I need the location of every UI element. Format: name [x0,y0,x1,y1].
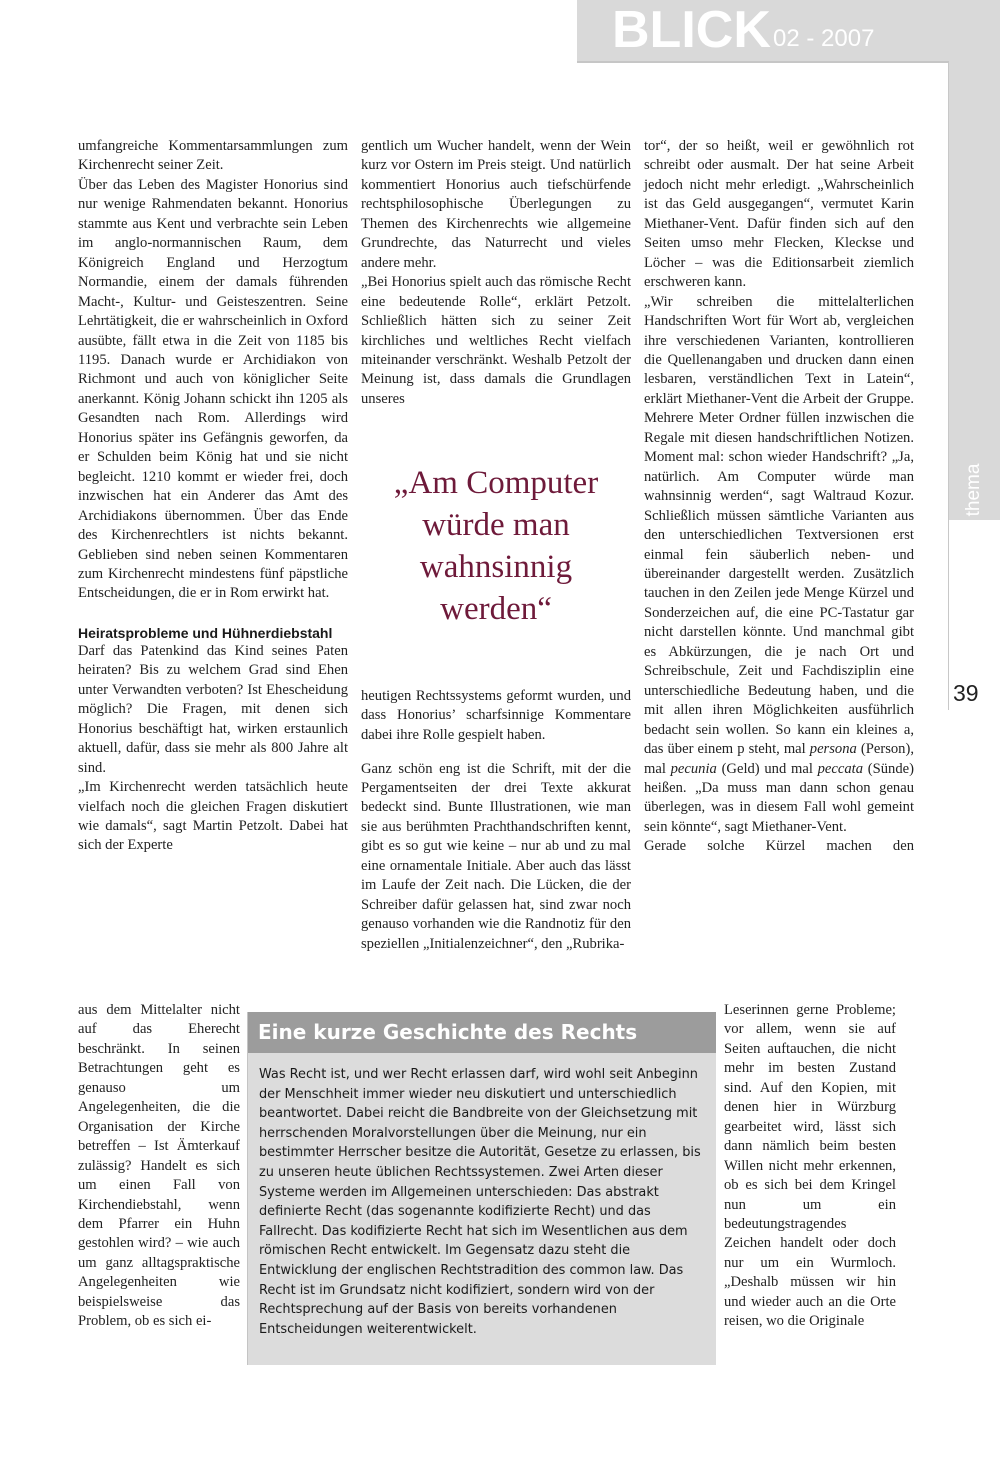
info-box-body [247,1053,716,1339]
paragraph: tor“, der so heißt, weil er gewöhnlich rot schreibt oder ausmalt. Der hat seine Arbeit jedoch nicht mehr erledigt. „Wahrscheinlich ist das Geld ausgegangen“, vermutet Karin Miethaner-Vent. Dafür finden sich auf den Seiten umso mehr Flecken, Kleckse und Löcher – was die Editionsarbeit ziemlich erschweren kann. [644,138,914,291]
info-box-text: Was Recht ist, und wer Recht erlassen darf, wird wohl seit Anbeginn der Menschheit immer wieder neu diskutiert und unterschiedlich beantwortet. Dabei reicht die Bandbreite von der Gleichsetzung mit herrschenden Moralvorstellungen über die Meinung, nur ein bestimmter Herrscher besitze die Autorität, Gesetze zu erlassen, bis zu unseren heute üblichen Rechtssystemen. Zwei Arten dieser Systeme werden im Allgemeinen unterschieden: Das abstrakt definierte Recht (das sogenannte kodifizierte Recht) und das Fallrecht. Das kodifizierte Recht hat sich im Wesentlichen aus dem römischen Recht entwickelt. Im Gegensatz dazu steht die Entwicklung der englischen Rechtstradition des common law. Das Recht ist im Grundsatz nicht kodifiziert, sondern wird von der Rechtsprechung auf der Basis von bereits vorhandenen Entscheidungen weiterentwickelt. [259,1067,701,1337]
paragraph: Ganz schön eng ist die Schrift, mit der die Pergamentseiten der drei Texte akkurat bedeckt sind. Bunte Illustrationen, wie man sie aus berühmten Prachthandschriften kennt, gibt es so gut wie keine – nur ab und zu mal eine ornamentale Initiale. Aber auch das lässt im Laufe der Zeit nach. Die Lücken, die der Schreiber dafür gelassen hat, sind zwar noch genauso vorhanden wie die Randnotiz für den speziellen „Initialenzeichner“, den „Rubrika- [361,760,631,952]
paragraph: heutigen Rechtssystems geformt wurden, und dass Honorius’ scharfsinnige Kommentare dabei ihre Rolle gespielt haben. [361,687,631,743]
paragraph: „Im Kirchenrecht werden tatsächlich heute vielfach noch die gleichen Fragen diskutiert wie damals“, sagt Martin Petzolt. Dabei hat sich der Experte [78,779,348,854]
pull-quote: „Am Computer würde man wahnsinnig werden“ [393,465,599,627]
paragraph: gentlich um Wucher handelt, wenn der Wein kurz vor Ostern im Preis steigt. Und natürlich kommentiert Honorius auch tiefschürfende rechtsphilosophische Überlegungen zu Themen des Kirchenrechts wie allgemeine Grundrechte, das Naturrecht und vieles andere mehr. [361,138,631,271]
paragraph: „Bei Honorius spielt auch das römische Recht eine bedeutende Rolle“, erklärt Petzolt. Schließlich hätten sich zu seiner Zeit kirchliches und weltliches Recht vielfach miteinander verschränkt. Weshalb Petzolt der Meinung ist, dass damals die Grundlagen unseres [361,274,631,407]
info-box-title: Eine kurze Geschichte des Rechts [247,1012,716,1053]
section-label [948,455,1000,525]
italic-term: pecunia [670,760,717,777]
info-box-edge [247,1012,248,1365]
info-box [247,1012,716,1365]
section-strip [949,62,1000,520]
italic-term: persona [809,741,857,758]
paragraph: umfangreiche Kommentarsammlungen zum Kirchenrecht seiner Zeit. [78,138,348,174]
page-number: 39 [953,680,979,706]
paragraph: „Wir schreiben die mittelalterlichen Handschriften Wort für Wort ab, vergleichen ihre verschiedenen Varianten, kontrollieren die Quellenangaben und drucken dann einen lesbaren, verständlichen Text in Latein“, erklärt Miethaner-Vent die Arbeit der Gruppe. Mehrere Meter Ordner füllen inzwischen die Regale mit diesen handschriftlichen Notizen. Moment mal: schon wieder Handschrift? „Ja, natürlich. Am Computer würde man wahnsinnig werden“, sagt Waltraud Kozur. Schließlich müssen sämtliche Varianten aus den unterschiedlichen Textversionen erst einmal fein säuberlich neben- und übereinander dargestellt werden. Zusätzlich tauchen in den Zeilen jede Menge Kürzel und Sonderzeichen auf, die eine PC-Tastatur gar nicht darstellen könnte. Und manchmal gibt es Abkürzungen, die je nach Ort und Schreibschule, Zeit und Fachdisziplin eine unterschiedliche Bedeutung haben, und die mit allen ihren Möglichkeiten ausführlich bedacht sein wollen. So kann ein kleines a, das über einem p steht, mal persona (Person), mal pecunia (Geld) und mal peccata (Sünde) heißen. „Da muss man dann schon genau überlegen, was in diesem Fall wohl gemeint sein könnte“, sagt Miethaner-Vent. [644,293,914,835]
paragraph: Darf das Patenkind das Kind seines Paten heiraten? Bis zu welchem Grad sind Ehen unter Verwandten verboten? Ist Ehescheidung möglich? Die Fragen, mit denen sich Honorius beschäftigt hat, wirken erstaunlich aktuell, dafür, dass sie mehr als 800 Jahre alt sind. [78,642,348,776]
article-column-1-narrow: aus dem Mittelalter nicht auf das Eherecht beschränkt. In seinen Betrachtungen geht es genauso um Angelegenheiten, die die Organisation der Kirche betreffen – Ist Ämterkauf zulässig? Handelt es sich um einen Fall von Kirchendiebstahl, wenn dem Pfarrer ein Huhn gestohlen wird? – wie auch um ganz alltagspraktische Angelegenheiten wie beispielsweise das Problem, ob es sich ei- [78,1002,240,1330]
subheading: Heiratsprobleme und Hühnerdiebstahl [78,624,333,641]
header-rule [577,61,949,63]
paragraph: Gerade solche Kürzel machen den [644,838,914,855]
magazine-title: BLICK [612,1,771,59]
article-column-3 [644,137,914,857]
paragraph: Über das Leben des Magister Honorius sind nur wenige Rahmendaten bekannt. Honorius stammte aus Kent und verbrachte sein Leben im anglo-normannischen Raum, dem Königreich England und Herzogtum Normandie, einem der damals führenden Macht-, Kultur- und Geisteszentren. Seine Lehrtätigkeit, die er wahrscheinlich in Oxford ausübte, fällt etwa in die Zeit von 1185 bis 1195. Danach wurde er Archidiakon von Richmont und auch von königlicher Seite anerkannt. König Johann schickt ihn 1205 als Gesandten nach Rom. Allerdings wird Honorius später ins Gefängnis geworfen, da er Schulden beim König hat und sie nicht begleicht. 1210 kommt er wieder frei, doch inzwischen hat ein Anderer das Amt des Archidiakons übernommen. Über das Ende des Kirchenrechtlers ist nichts bekannt. Geblieben sind neben seinen Kommentaren zum Kirchenrecht mindestens fünf päpstliche Entscheidungen, die er in Rom erwirkt hat. [78,176,348,602]
italic-term: peccata [817,760,864,777]
article-column-3-narrow: Leserinnen gerne Probleme; vor allem, wenn sie auf Seiten auftauchen, die nicht mehr im besten Zustand sind. Auf den Kopien, mit denen hier in Würzburg gearbeitet wird, lässt sich dann nämlich beim besten Willen nicht mehr erkennen, ob es sich bei dem Kringel nun um ein bedeutungstragendes Zeichen handelt oder doch nur um ein Wurmloch. „Deshalb müssen wir hin und wieder auch an die Orte reisen, wo die Originale [724,1002,896,1330]
section-label-text: thema [963,463,984,517]
article-column-1 [78,137,348,856]
article-column-2-continued [361,672,631,969]
margin-rule [948,62,949,710]
issue-number: 02 - 2007 [773,25,875,52]
article-column-2 [361,137,631,409]
